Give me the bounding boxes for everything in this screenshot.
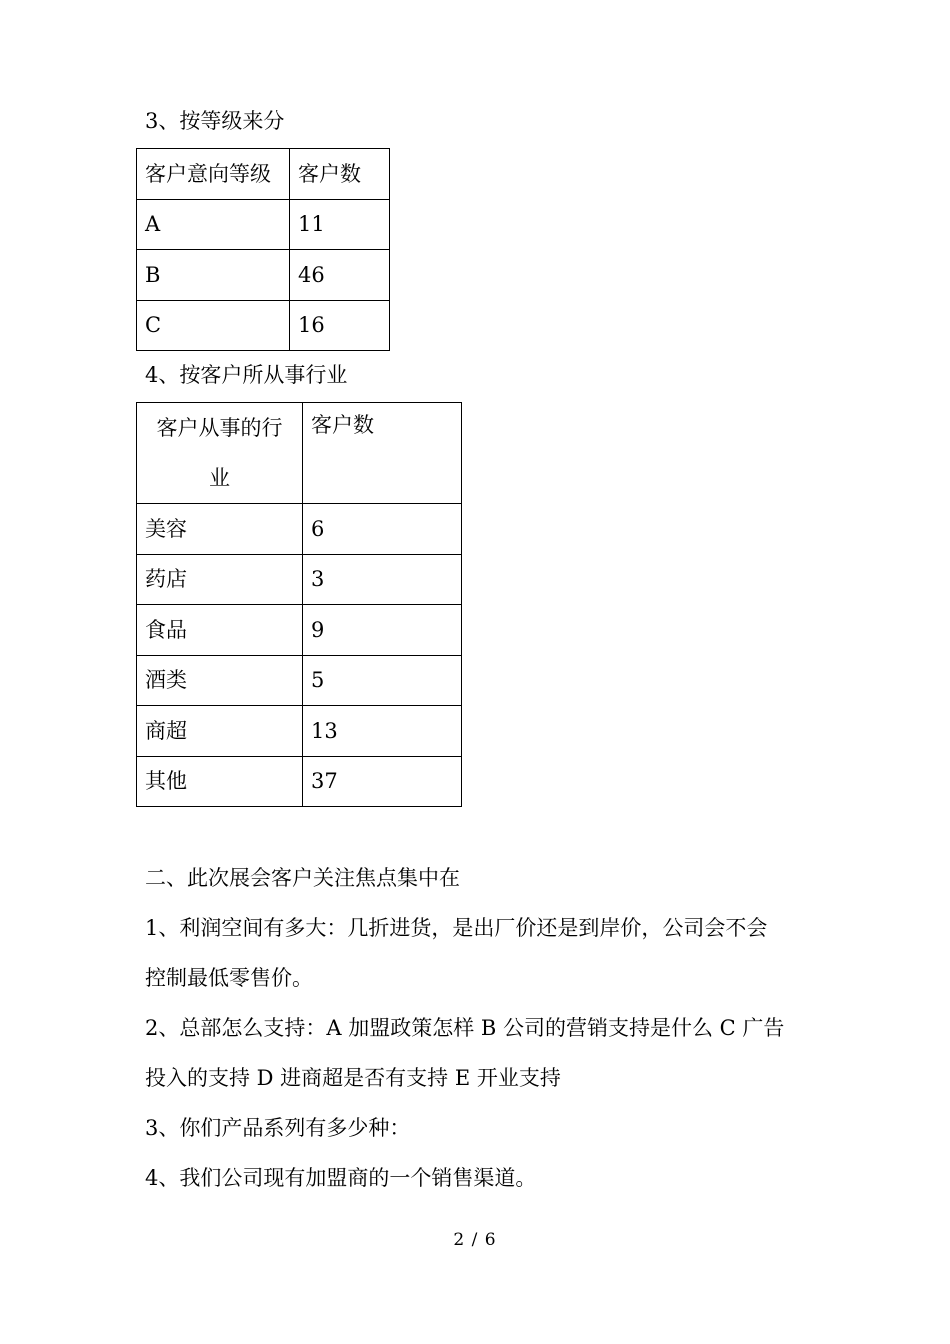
count-cell: 5 — [303, 655, 462, 706]
focus-item-line: 投入的支持 D 进商超是否有支持 E 开业支持 — [145, 1066, 561, 1090]
table-row — [137, 199, 390, 250]
grade-cell: B — [137, 250, 290, 301]
industry-cell: 美容 — [137, 504, 303, 555]
table-row — [137, 250, 390, 301]
header-cell: 客户数 — [303, 403, 462, 504]
count-cell: 11 — [290, 199, 390, 250]
table-row — [137, 554, 462, 605]
count-cell: 13 — [303, 706, 462, 757]
grade-cell: A — [137, 199, 290, 250]
table-row — [137, 655, 462, 706]
focus-item-line: 控制最低零售价。 — [145, 966, 313, 990]
section3-heading: 3、按等级来分 — [145, 109, 285, 133]
count-cell: 9 — [303, 605, 462, 656]
grade-cell: C — [137, 300, 290, 351]
industry-cell: 其他 — [137, 756, 303, 807]
header-label: 客户从事的行业 — [156, 416, 283, 490]
count-cell: 46 — [290, 250, 390, 301]
focus-item-line: 4、我们公司现有加盟商的一个销售渠道。 — [145, 1166, 537, 1190]
focus-item-line: 3、你们产品系列有多少种： — [145, 1116, 411, 1140]
header-cell — [137, 403, 303, 504]
focus-item-line: 2、总部怎么支持：A 加盟政策怎样 B 公司的营销支持是什么 C 广告 — [145, 1016, 785, 1040]
grade-table — [136, 148, 390, 351]
count-cell: 16 — [290, 300, 390, 351]
header-cell: 客户数 — [290, 149, 390, 200]
part2-heading: 二、此次展会客户关注焦点集中在 — [145, 866, 460, 890]
count-cell: 3 — [303, 554, 462, 605]
table-row — [137, 300, 390, 351]
table-header-row — [137, 149, 390, 200]
section4-heading: 4、按客户所从事行业 — [145, 363, 348, 387]
table-header-row — [137, 403, 462, 504]
industry-cell: 药店 — [137, 554, 303, 605]
industry-cell: 酒类 — [137, 655, 303, 706]
industry-cell: 食品 — [137, 605, 303, 656]
count-cell: 37 — [303, 756, 462, 807]
header-cell: 客户意向等级 — [137, 149, 290, 200]
count-cell: 6 — [303, 504, 462, 555]
industry-cell: 商超 — [137, 706, 303, 757]
table-row — [137, 756, 462, 807]
page-number: 2 / 6 — [453, 1230, 497, 1250]
table-row — [137, 504, 462, 555]
table-row — [137, 605, 462, 656]
focus-item-line: 1、利润空间有多大：几折进货，是出厂价还是到岸价，公司会不会 — [145, 916, 768, 940]
table-row — [137, 706, 462, 757]
industry-table — [136, 402, 462, 807]
